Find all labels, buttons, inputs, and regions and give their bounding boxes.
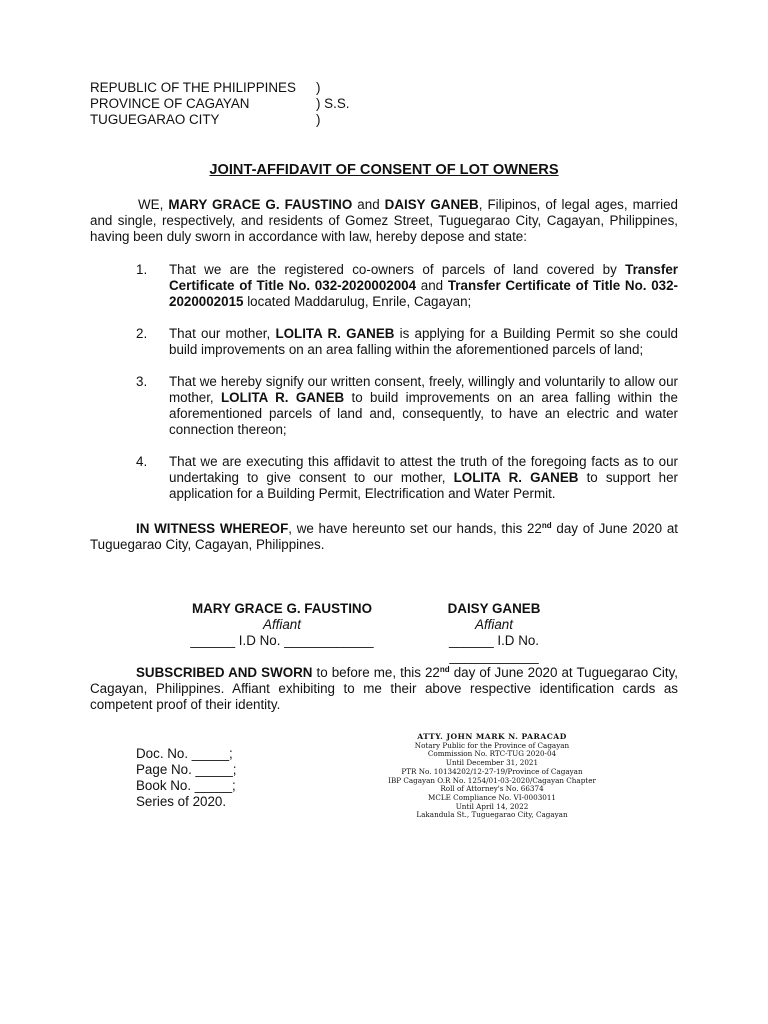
intro-we: WE,	[138, 197, 164, 212]
document-title: JOINT-AFFIDAVIT OF CONSENT OF LOT OWNERS	[209, 162, 559, 178]
witness-text: , we have hereunto set our hands, this 22	[288, 521, 542, 536]
venue-paren: )	[316, 112, 321, 127]
jurat-heading: SUBSCRIBED AND SWORN	[136, 665, 313, 680]
notary-detail-line: IBP Cagayan O.R No. 1254/01-03-2020/Cagayan Chapter	[388, 775, 596, 785]
statement-list	[90, 262, 678, 518]
mother-name: LOLITA R. GANEB	[453, 470, 579, 485]
item-text: That we hereby signify our written consent, freely, willingly and voluntarily to allow our mother,	[169, 374, 678, 405]
ordinal-suffix: nd	[541, 521, 552, 530]
notary-detail-line: Roll of Attorney's No. 66374	[440, 784, 544, 794]
item-number: 4.	[136, 454, 148, 469]
signatory-name: DAISY GANEB	[447, 601, 541, 616]
intro-text: , Filipinos, of legal ages, married and single, respectively, and residents of Gomez Street, Tuguegarao City, Cagayan, Philippines, having been duly sworn in accordance with law, hereby depose and state:	[90, 197, 678, 244]
venue-paren: )	[316, 80, 321, 95]
title-number-1: Transfer Certificate of Title No. 032-2020002004	[169, 262, 678, 293]
doc-number-line: Doc. No. _____;	[136, 746, 233, 761]
notary-detail-line: PTR No. 10134202/12-27-19/Province of Cagayan	[401, 766, 583, 776]
affiant-name-2: DAISY GANEB	[384, 197, 479, 212]
jurat-text: to before me, this 22	[312, 665, 440, 680]
book-number-line: Book No. _____;	[136, 778, 236, 793]
venue-paren: ) S.S.	[316, 96, 350, 111]
intro-and: and	[357, 197, 380, 212]
venue-caption	[90, 80, 390, 128]
notary-detail-line: Notary Public for the Province of Cagayan	[414, 740, 570, 750]
signatory-name: MARY GRACE G. FAUSTINO	[191, 601, 373, 616]
title-number-2: Transfer Certificate of Title No. 032-2020002015	[169, 278, 678, 309]
statement-item	[90, 374, 678, 438]
venue-line	[90, 80, 390, 96]
statement-item	[90, 326, 678, 358]
id-number-line: ______ I.D No. ____________	[448, 633, 540, 664]
statement-item	[90, 262, 678, 310]
notary-detail-line: Until December 31, 2021	[445, 758, 539, 768]
mother-name: LOLITA R. GANEB	[220, 390, 345, 405]
series-line: Series of 2020.	[136, 794, 227, 809]
item-text: located Maddarulug, Enrile, Cagayan;	[243, 294, 472, 309]
notary-detail-line: MCLE Compliance No. VI-0003011	[427, 792, 556, 802]
witness-heading: IN WITNESS WHEREOF	[136, 521, 289, 536]
item-text: and	[416, 278, 448, 293]
item-text: That our mother,	[169, 326, 276, 341]
signature-block-2	[424, 601, 564, 665]
doc-number-block	[136, 746, 237, 810]
item-text: That we are the registered co-owners of parcels of land covered by	[169, 262, 626, 277]
witness-paragraph	[90, 521, 678, 553]
signatory-role: Affiant	[263, 617, 301, 632]
mother-name: LOLITA R. GANEB	[275, 326, 395, 341]
notary-block	[360, 733, 624, 820]
notary-detail-line: Lakandula St., Tuguegarao City, Cagayan	[416, 810, 568, 820]
venue-text: TUGUEGARAO CITY	[90, 112, 220, 127]
item-text: That we are executing this affidavit to attest the truth of the foregoing facts as to our undertaking to give consent to our mother,	[169, 454, 678, 485]
item-number: 3.	[136, 374, 148, 389]
jurat-text: day of June 2020 at Tuguegarao City, Cagayan, Philippines. Affiant exhibiting to me their above respective identification cards as competent proof of their identity.	[90, 665, 678, 712]
signatory-role: Affiant	[475, 617, 513, 632]
item-text: to build improvements on an area falling within the aforementioned parcels of land and, consequently, to have an electric and water connection thereon;	[169, 390, 678, 437]
page-number-line: Page No. _____;	[136, 762, 237, 777]
notary-detail-line: Commission No. RTC-TUG 2020-04	[427, 749, 557, 759]
statement-item	[90, 454, 678, 502]
venue-line	[90, 96, 390, 112]
id-number-line: ______ I.D No. ____________	[190, 633, 374, 648]
venue-line	[90, 112, 390, 128]
item-number: 1.	[136, 262, 148, 277]
venue-text: PROVINCE OF CAGAYAN	[90, 96, 250, 111]
signature-block-1	[172, 601, 392, 649]
item-number: 2.	[136, 326, 148, 341]
notary-detail-line: Until April 14, 2022	[455, 801, 529, 811]
ordinal-suffix: nd	[439, 665, 450, 674]
venue-text: REPUBLIC OF THE PHILIPPINES	[90, 80, 296, 95]
witness-text: day of June 2020 at Tuguegarao City, Cagayan, Philippines.	[90, 521, 678, 552]
intro-paragraph	[90, 197, 678, 245]
notary-name: ATTY. JOHN MARK N. PARACAD	[417, 732, 567, 741]
item-text: is applying for a Building Permit so she could build improvements on an area falling within the aforementioned parcels of land;	[169, 326, 679, 357]
jurat-paragraph	[90, 665, 678, 713]
item-text: to support her application for a Building Permit, Electrification and Water Permit.	[169, 470, 678, 501]
affiant-name-1: MARY GRACE G. FAUSTINO	[168, 197, 353, 212]
